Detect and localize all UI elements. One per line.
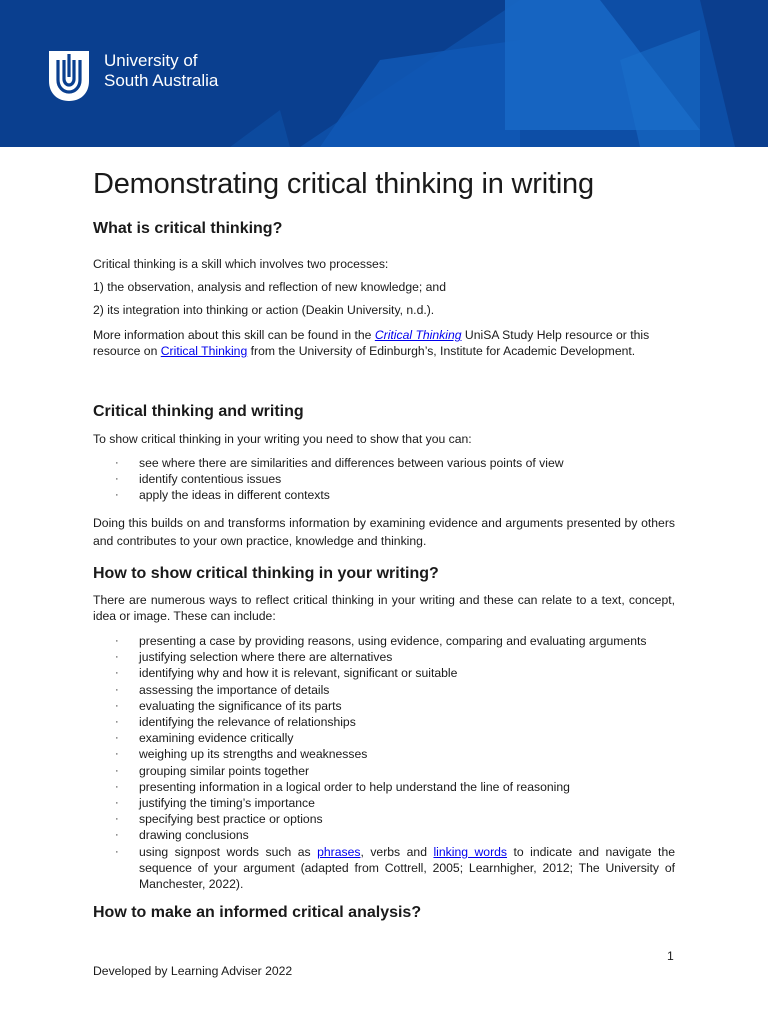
more-info-paragraph — [93, 327, 675, 359]
list-item — [93, 746, 675, 762]
list-item — [93, 649, 675, 665]
list-item-text: justifying selection where there are alternatives — [139, 650, 393, 665]
bullet-icon: · — [115, 489, 119, 502]
critical-thinking-unisa-link[interactable]: Critical Thinking — [374, 328, 462, 342]
list-item-text: identify contentious issues — [139, 472, 282, 487]
text-run: from the University of Edinburgh’s, Institute for Academic Development. — [247, 344, 636, 359]
heading-how-to-make-informed-analysis: How to make an informed critical analysis? — [93, 904, 422, 921]
list-item-text: see where there are similarities and differences between various points of view — [139, 456, 564, 470]
heading-critical-thinking-and-writing: Critical thinking and writing — [93, 403, 304, 420]
bullet-icon: · — [115, 683, 119, 696]
phrases-link[interactable]: phrases — [317, 844, 361, 859]
bullet-icon: · — [115, 748, 119, 761]
list-item — [93, 633, 675, 649]
paragraph: Doing this builds on and transforms information by examining evidence and arguments presented by others and contributes to your own practice, knowledge and thinking. — [93, 516, 675, 548]
bullet-icon: · — [115, 764, 119, 777]
logo-line-2: South Australia — [104, 71, 219, 90]
page-number: 1 — [667, 949, 674, 963]
list-item-text: evaluating the significance of its parts — [139, 698, 342, 713]
list-item-text: identifying why and how it is relevant, significant or suitable — [139, 666, 458, 681]
bullet-list-skills — [93, 455, 675, 504]
paragraph: Critical thinking is a skill which involves two processes: — [93, 257, 389, 271]
list-item — [93, 487, 675, 503]
list-item — [93, 811, 675, 827]
list-item — [93, 827, 675, 843]
bullet-icon: · — [115, 797, 119, 810]
bullet-icon: · — [115, 732, 119, 745]
bullet-list-ways — [93, 633, 675, 892]
list-item — [93, 682, 675, 698]
list-item-text: grouping similar points together — [139, 763, 310, 778]
linking-words-link[interactable]: linking words — [433, 844, 508, 859]
list-item-text: presenting a case by providing reasons, using evidence, comparing and evaluating arguments — [139, 634, 647, 648]
bullet-icon: · — [115, 699, 119, 712]
page-title: Demonstrating critical thinking in writing — [93, 168, 594, 200]
bullet-icon: · — [115, 457, 119, 469]
list-item-text: assessing the importance of details — [139, 682, 330, 697]
unisa-shield-icon — [47, 49, 91, 103]
list-item — [93, 714, 675, 730]
list-item-text: justifying the timing’s importance — [139, 796, 315, 811]
text-run: , verbs and — [360, 844, 434, 859]
paragraph: To show critical thinking in your writing you need to show that you can: — [93, 432, 472, 446]
logo-line-1: University of — [104, 51, 198, 70]
bullet-icon: · — [115, 667, 119, 680]
critical-thinking-edinburgh-link[interactable]: Critical Thinking — [160, 344, 248, 359]
list-item — [93, 471, 675, 487]
list-item — [93, 455, 675, 471]
unisa-logo[interactable] — [47, 49, 218, 103]
header-banner — [0, 0, 768, 147]
list-item-text: drawing conclusions — [139, 828, 249, 843]
bullet-icon: · — [115, 473, 119, 486]
list-item — [93, 698, 675, 714]
heading-what-is-critical-thinking: What is critical thinking? — [93, 220, 283, 237]
logo-wordmark — [104, 51, 218, 91]
text-run: using signpost words such as — [139, 844, 318, 859]
text-run: to indicate and navigate the sequence of your argument (adapted from Cottrell, 2005; Learnhigher, 2012; The University of Manchester, 2022). — [139, 844, 676, 892]
bullet-icon: · — [115, 635, 119, 647]
list-item-text: weighing up its strengths and weaknesses — [139, 747, 368, 762]
bullet-icon: · — [115, 651, 119, 664]
bullet-icon: · — [115, 813, 119, 826]
text-run: More information about this skill can be found in the — [93, 328, 375, 342]
bullet-icon: · — [115, 716, 119, 729]
list-item-text: specifying best practice or options — [139, 812, 323, 827]
text-run: UniSA Study Help resource or this resource on — [93, 328, 650, 359]
list-item-text: presenting information in a logical order to help understand the line of reasoning — [139, 779, 570, 794]
list-item — [93, 844, 675, 893]
list-item — [93, 763, 675, 779]
list-item-text: identifying the relevance of relationships — [139, 715, 356, 730]
bullet-icon: · — [115, 780, 119, 793]
list-item — [93, 795, 675, 811]
paragraph: There are numerous ways to reflect critical thinking in your writing and these can relate to a text, concept, idea or image. These can include: — [93, 593, 675, 624]
footer-credit: Developed by Learning Adviser 2022 — [93, 964, 293, 978]
list-item — [93, 665, 675, 681]
bullet-icon: · — [115, 829, 119, 842]
heading-how-to-show-critical-thinking: How to show critical thinking in your writing? — [93, 565, 439, 582]
list-item-text: examining evidence critically — [139, 731, 294, 746]
paragraph: 2) its integration into thinking or action (Deakin University, n.d.). — [93, 303, 435, 317]
list-item-text: apply the ideas in different contexts — [139, 488, 330, 503]
paragraph: 1) the observation, analysis and reflection of new knowledge; and — [93, 280, 446, 294]
list-item — [93, 730, 675, 746]
bullet-icon: · — [115, 845, 119, 858]
list-item — [93, 779, 675, 795]
